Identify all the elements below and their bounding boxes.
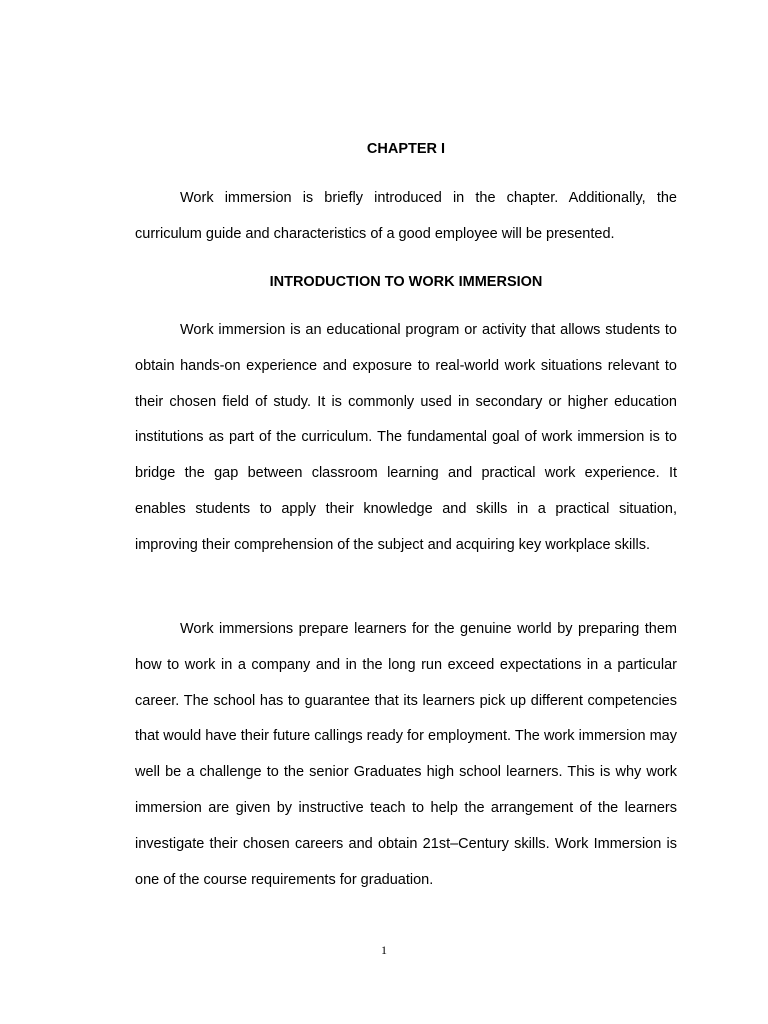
intro-paragraph: Work immersion is briefly introduced in the chapter. Additionally, the curriculum guide and characteristics of a good employee will be presented. [135, 190, 677, 242]
body-paragraph-2-block [135, 612, 677, 898]
section-heading: INTRODUCTION TO WORK IMMERSION [269, 274, 543, 290]
intro-paragraph-block [135, 181, 677, 253]
page-number: 1 [381, 943, 387, 957]
body-paragraph-1: Work immersion is an educational program or activity that allows students to obtain hands-on experience and exposure to real-world work situations relevant to their chosen field of study. It is commonly used in secondary or higher education institutions as part of the curriculum. The fundamental goal of work immersion is to bridge the gap between classroom learning and practical work experience. It enables students to apply their knowledge and skills in a practical situation, improving their comprehension of the subject and acquiring key workplace skills. [135, 322, 677, 553]
chapter-title: CHAPTER I [366, 141, 446, 157]
body-paragraph-1-block [135, 313, 677, 564]
body-paragraph-2: Work immersions prepare learners for the genuine world by preparing them how to work in a company and in the long run exceed expectations in a particular career. The school has to guarantee that its learners pick up different competencies that would have their future callings ready for employment. The work immersion may well be a challenge to the senior Graduates high school learners. This is why work immersion are given by instructive teach to help the arrangement of the learners investigate their chosen careers and obtain 21st–Century skills. Work Immersion is one of the course requirements for graduation. [135, 621, 677, 888]
